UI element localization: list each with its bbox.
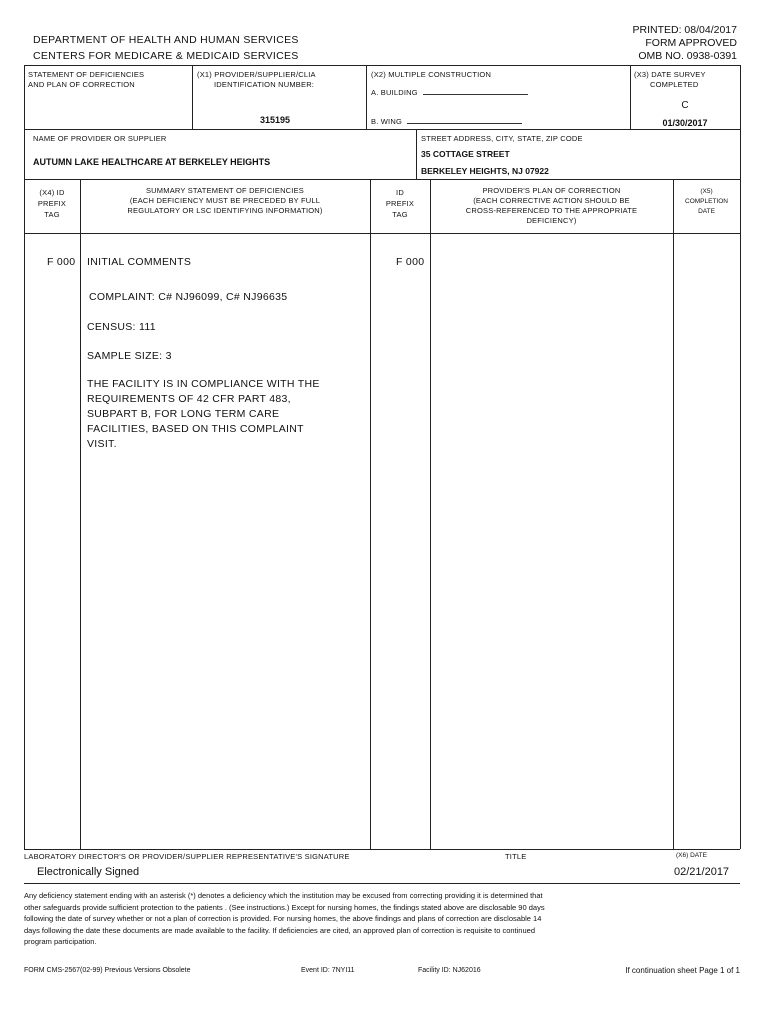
id-header-line: TAG xyxy=(392,210,408,219)
complaint-text: COMPLAINT: C# NJ96099, C# NJ96635 xyxy=(89,291,288,303)
provider-name: AUTUMN LAKE HEALTHCARE AT BERKELEY HEIGHTS xyxy=(33,157,271,167)
signature-label: LABORATORY DIRECTOR'S OR PROVIDER/SUPPLIER REPRESENTATIVE'S SIGNATURE xyxy=(24,852,350,861)
form-approved: FORM APPROVED xyxy=(645,37,737,49)
signature-date: 02/21/2017 xyxy=(674,866,730,878)
plan-header-line: DEFICIENCY) xyxy=(526,216,577,225)
summary-header xyxy=(80,186,370,216)
statement-label: STATEMENT OF DEFICIENCIES xyxy=(28,70,145,79)
compliance-line: FACILITIES, BASED ON THIS COMPLAINT xyxy=(87,423,304,435)
survey-code: C xyxy=(681,100,689,111)
facility-id: Facility ID: NJ62016 xyxy=(418,967,481,974)
omb-number: OMB NO. 0938-0391 xyxy=(638,50,737,62)
address-label: STREET ADDRESS, CITY, STATE, ZIP CODE xyxy=(421,134,583,143)
x5-header-line: COMPLETION xyxy=(685,198,728,205)
provider-name-label: NAME OF PROVIDER OR SUPPLIER xyxy=(33,134,167,143)
survey-date: 01/30/2017 xyxy=(662,118,708,128)
disclaimer-line: program participation. xyxy=(24,937,97,946)
printed-date: PRINTED: 08/04/2017 xyxy=(632,24,737,36)
city-state-zip: BERKELEY HEIGHTS, NJ 07922 xyxy=(421,166,549,176)
department-line: DEPARTMENT OF HEALTH AND HUMAN SERVICES xyxy=(33,34,299,46)
summary-header-line: SUMMARY STATEMENT OF DEFICIENCIES xyxy=(145,186,304,195)
compliance-paragraph xyxy=(87,377,320,452)
compliance-line: SUBPART B, FOR LONG TERM CARE xyxy=(87,408,280,420)
x4-header xyxy=(24,187,80,220)
wing-label: B. WING xyxy=(371,117,402,126)
title-label: TITLE xyxy=(505,852,527,861)
electronic-signature: Electronically Signed xyxy=(37,866,140,878)
event-id: Event ID: 7NYI11 xyxy=(301,967,355,974)
form-number: FORM CMS-2567(02-99) Previous Versions Obsolete xyxy=(24,967,191,974)
wing-line xyxy=(371,115,522,126)
disclaimer-line: days following the date these documents are made available to the facility. If deficiencies are cited, an approved plan of correction is requisite to continued xyxy=(24,925,535,935)
wing-blank xyxy=(407,115,522,124)
plan-header-line: PROVIDER'S PLAN OF CORRECTION xyxy=(482,186,621,195)
census-text: CENSUS: 111 xyxy=(87,321,156,333)
x3-label: (X3) DATE SURVEY xyxy=(634,70,706,79)
prefix-tag-left: F 000 xyxy=(47,256,76,268)
building-blank xyxy=(423,86,528,95)
street-address: 35 COTTAGE STREET xyxy=(421,149,510,159)
prefix-tag-right: F 000 xyxy=(396,256,425,268)
summary-header-line: REGULATORY OR LSC IDENTIFYING INFORMATION) xyxy=(127,206,323,215)
x3-sublabel: COMPLETED xyxy=(650,80,699,89)
agency-line: CENTERS FOR MEDICARE & MEDICAID SERVICES xyxy=(33,50,299,62)
compliance-line: THE FACILITY IS IN COMPLIANCE WITH THE xyxy=(87,378,320,390)
disclaimer-line: Any deficiency statement ending with an asterisk (*) denotes a deficiency which the institution may be excused from correcting providing it is determined that xyxy=(24,891,543,900)
page-indicator: If continuation sheet Page 1 of 1 xyxy=(625,966,740,975)
x1-label: (X1) PROVIDER/SUPPLIER/CLIA xyxy=(197,70,316,79)
plan-header xyxy=(430,186,673,226)
x5-header xyxy=(673,187,740,217)
date-label: (X6) DATE xyxy=(676,852,707,859)
summary-header-line: (EACH DEFICIENCY MUST BE PRECEDED BY FULL xyxy=(129,196,321,205)
id-header-line: ID xyxy=(396,188,404,197)
x5-header-line: DATE xyxy=(698,208,715,215)
disclaimer-line: following the date of survey whether or not a plan of correction is provided. For nursing homes, the above findings and plans of correction are disclosable 14 xyxy=(24,914,542,923)
x1-sublabel: IDENTIFICATION NUMBER: xyxy=(214,80,315,89)
compliance-line: REQUIREMENTS OF 42 CFR PART 483, xyxy=(87,393,291,405)
x4-header-line: (X4) ID xyxy=(39,188,65,197)
id-header xyxy=(370,187,430,220)
x4-header-line: PREFIX xyxy=(37,199,67,208)
plan-header-line: (EACH CORRECTIVE ACTION SHOULD BE xyxy=(473,196,630,205)
id-header-line: PREFIX xyxy=(385,199,415,208)
x5-header-line: (X5) xyxy=(700,188,713,195)
provider-number: 315195 xyxy=(260,115,291,125)
building-label: A. BUILDING xyxy=(371,88,418,97)
compliance-line: VISIT. xyxy=(87,438,117,450)
building-line xyxy=(371,86,528,97)
plan-header-line: CROSS-REFERENCED TO THE APPROPRIATE xyxy=(465,206,638,215)
x4-header-line: TAG xyxy=(44,210,60,219)
x2-label: (X2) MULTIPLE CONSTRUCTION xyxy=(371,70,492,79)
initial-comments-heading: INITIAL COMMENTS xyxy=(87,256,192,268)
plan-label: AND PLAN OF CORRECTION xyxy=(28,80,135,89)
sample-size-text: SAMPLE SIZE: 3 xyxy=(87,350,172,362)
disclaimer-line: other safeguards provide sufficient protection to the patients . (See instructions.) Except for nursing homes, the findings stated above are disclosable 90 days xyxy=(24,902,545,912)
disclaimer xyxy=(24,890,740,948)
